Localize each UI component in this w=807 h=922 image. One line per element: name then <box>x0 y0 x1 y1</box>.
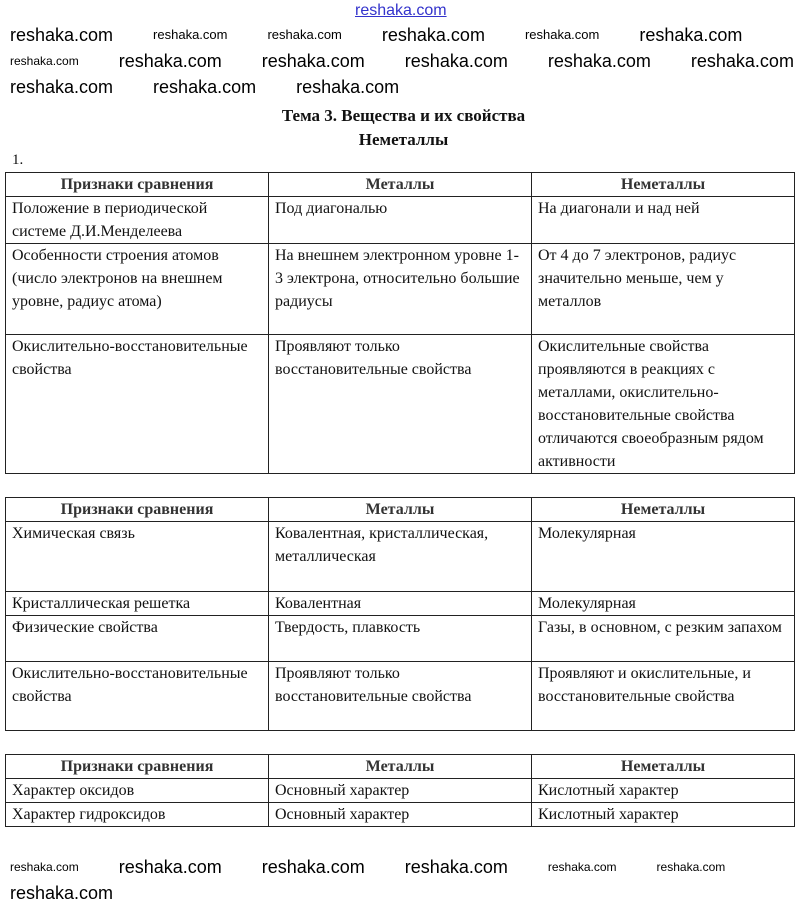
table-cell: Характер гидроксидов <box>6 803 269 827</box>
header-row <box>6 498 795 522</box>
header-row <box>6 755 795 779</box>
watermark: reshaka.com <box>153 27 228 42</box>
table-cell: От 4 до 7 электронов, радиус значительно меньше, чем у металлов <box>532 244 795 335</box>
table-cell: Окислительно-восстановительные свойства <box>6 335 269 474</box>
column-header: Металлы <box>269 498 532 522</box>
table-row <box>6 779 795 803</box>
column-header: Металлы <box>269 173 532 197</box>
table-cell: Окислительные свойства проявляются в реакциях с металлами, окислительно-восстановительные свойства отличаются своеобразным рядом активности <box>532 335 795 474</box>
table-row <box>6 803 795 827</box>
table-cell: Ковалентная <box>269 592 532 616</box>
site-link[interactable]: reshaka.com <box>355 2 447 19</box>
watermark: reshaka.com <box>10 25 114 45</box>
watermark: reshaka.com <box>404 857 508 877</box>
watermark: reshaka.com <box>10 54 79 68</box>
watermark: reshaka.com <box>10 77 114 97</box>
table-row <box>6 522 795 592</box>
watermark: reshaka.com <box>381 25 485 45</box>
column-header: Признаки сравнения <box>6 173 269 197</box>
table-cell: Кристаллическая решетка <box>6 592 269 616</box>
subtitle: Неметаллы <box>358 130 449 149</box>
table-cell: Молекулярная <box>532 592 795 616</box>
watermark: reshaka.com <box>404 51 508 71</box>
watermark: reshaka.com <box>267 27 342 42</box>
column-header: Признаки сравнения <box>6 498 269 522</box>
table-cell: Проявляют только восстановительные свойства <box>269 335 532 474</box>
header-row <box>6 173 795 197</box>
watermark: reshaka.com <box>656 860 726 874</box>
watermark-strip-top <box>10 24 797 102</box>
table-cell: Газы, в основном, с резким запахом <box>532 616 795 662</box>
item-number: 1. <box>12 152 24 168</box>
watermark: reshaka.com <box>118 51 222 71</box>
table-cell: Химическая связь <box>6 522 269 592</box>
watermark: reshaka.com <box>10 860 79 874</box>
topic-title: Тема 3. Вещества и их свойства <box>281 106 526 125</box>
comparison-table-1 <box>5 172 795 474</box>
table-cell: Кислотный характер <box>532 803 795 827</box>
watermark: reshaka.com <box>10 883 114 903</box>
watermark: reshaka.com <box>547 51 651 71</box>
column-header: Неметаллы <box>532 755 795 779</box>
table-cell: Положение в периодической системе Д.И.Менделеева <box>6 197 269 244</box>
watermark: reshaka.com <box>524 27 600 42</box>
table-cell: Проявляют и окислительные, и восстановительные свойства <box>532 662 795 731</box>
table-row <box>6 244 795 335</box>
watermark: reshaka.com <box>690 51 794 71</box>
watermark-strip-bottom <box>5 850 795 914</box>
column-header: Неметаллы <box>532 498 795 522</box>
table-cell: Ковалентная, кристаллическая, металлическая <box>269 522 532 592</box>
watermark: reshaka.com <box>547 860 617 874</box>
table-row <box>6 335 795 474</box>
table-cell: Основный характер <box>269 779 532 803</box>
table-cell: Основный характер <box>269 803 532 827</box>
table-row <box>6 616 795 662</box>
table-cell: Окислительно-восстановительные свойства <box>6 662 269 731</box>
table-cell: Под диагональю <box>269 197 532 244</box>
watermark: reshaka.com <box>261 51 365 71</box>
watermark: reshaka.com <box>296 77 400 97</box>
watermark: reshaka.com <box>639 25 743 45</box>
table-cell: Проявляют только восстановительные свойства <box>269 662 532 731</box>
tables-area <box>5 172 795 914</box>
column-header: Металлы <box>269 755 532 779</box>
table-cell: Особенности строения атомов (число электронов на внешнем уровне, радиус атома) <box>6 244 269 335</box>
table-cell: Кислотный характер <box>532 779 795 803</box>
table-row <box>6 662 795 731</box>
table-cell: Физические свойства <box>6 616 269 662</box>
watermark: reshaka.com <box>261 857 365 877</box>
column-header: Неметаллы <box>532 173 795 197</box>
table-row <box>6 592 795 616</box>
comparison-table-2 <box>5 497 795 731</box>
comparison-table-3 <box>5 754 795 827</box>
table-cell: Молекулярная <box>532 522 795 592</box>
column-header: Признаки сравнения <box>6 755 269 779</box>
table-row <box>6 197 795 244</box>
watermark: reshaka.com <box>118 857 222 877</box>
table-cell: Характер оксидов <box>6 779 269 803</box>
table-cell: На диагонали и над ней <box>532 197 795 244</box>
table-cell: На внешнем электронном уровне 1-3 электрона, относительно большие радиусы <box>269 244 532 335</box>
watermark: reshaka.com <box>153 77 257 97</box>
table-cell: Твердость, плавкость <box>269 616 532 662</box>
